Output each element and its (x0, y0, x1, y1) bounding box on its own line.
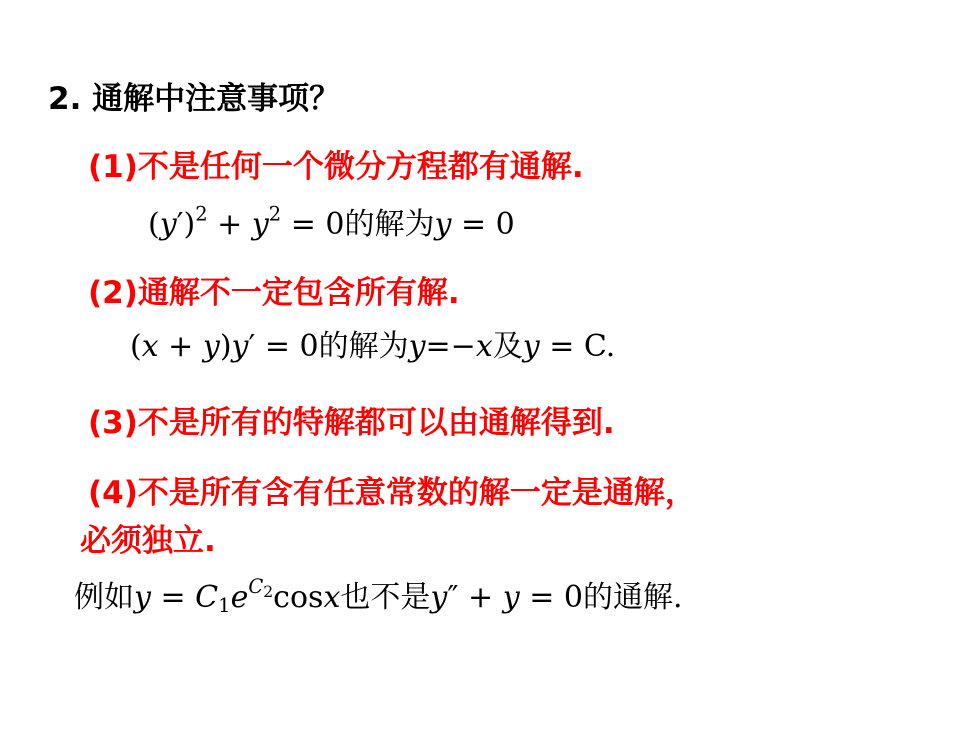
point-1: (1)不是任何一个微分方程都有通解. (88, 149, 584, 185)
section-heading: 2. 通解中注意事项？ (48, 81, 341, 117)
point-2: (2)通解不一定包含所有解. (88, 275, 460, 311)
formula-2 (130, 329, 616, 364)
formula-3-text-2: 的通解. (582, 580, 683, 615)
formula-2-text-1: 的解为 (318, 329, 409, 364)
formula-2-result-2: y = C (522, 329, 606, 364)
formula-3-text-1: 也不是 (340, 580, 431, 615)
formula-1-text: 的解为 (344, 207, 435, 242)
formula-3-expr: $y = C_1e^{C_2}\cos x$ (134, 575, 341, 617)
point-3: (3)不是所有的特解都可以由通解得到. (88, 405, 615, 441)
formula-3-lead: 例如 (74, 580, 134, 615)
formula-3 (74, 575, 683, 617)
formula-1 (148, 202, 515, 242)
formula-2-end: . (605, 329, 616, 364)
point-4: (4)不是所有含有任意常数的解一定是通解， (88, 475, 696, 511)
formula-3-eq: y″ + y = 0 (430, 580, 583, 615)
formula-2-expr: (x + y)y′ = 0 (130, 329, 319, 364)
formula-2-text-2: 及 (492, 329, 523, 364)
formula-1-result: y = 0 (434, 207, 515, 242)
formula-1-expr: $(y')^2 + y^2 = 0$ (148, 202, 345, 242)
formula-2-result-1: y=−x (408, 329, 493, 364)
point-4-continuation: 必须独立. (80, 523, 216, 559)
